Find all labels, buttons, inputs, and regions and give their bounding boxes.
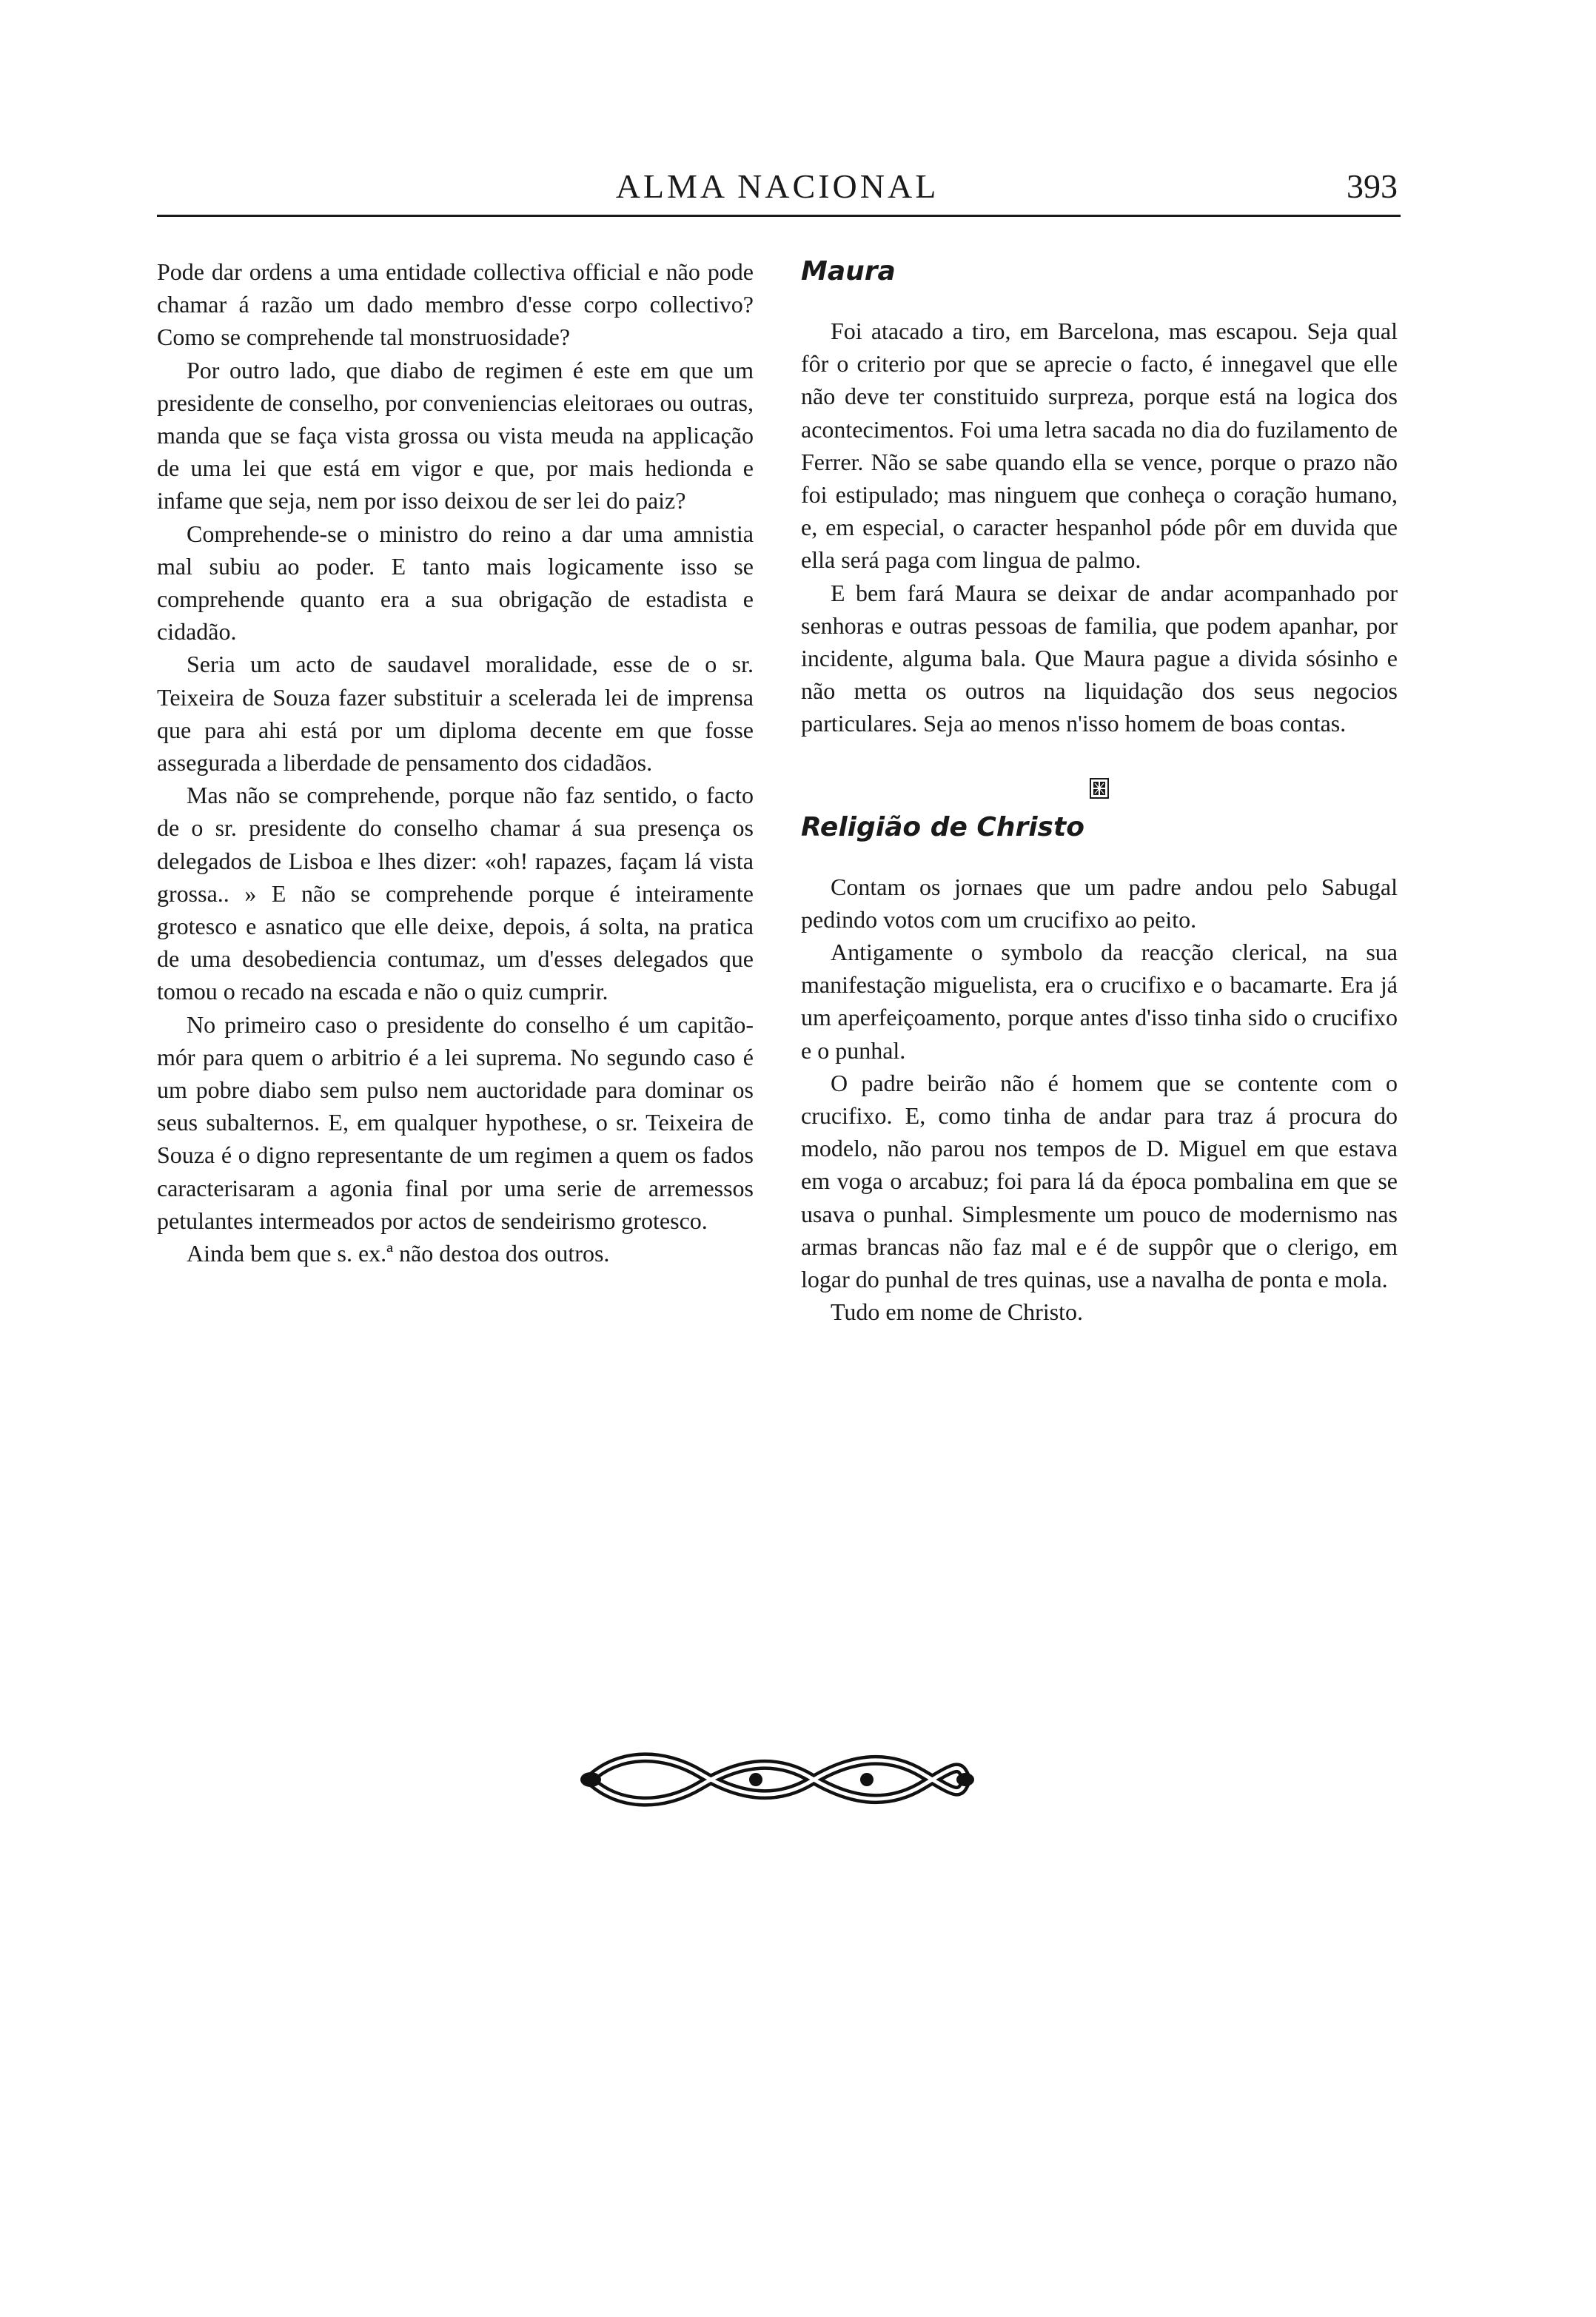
paragraph: Pode dar ordens a uma entidade collectiva official e não pode chamar á razão um dado membro d'esse corpo collectivo? Como se comprehende tal monstruosidade? bbox=[157, 258, 754, 351]
paragraph: Ainda bem que s. ex.ª não destoa dos outros. bbox=[187, 1240, 610, 1267]
page-number: 393 bbox=[1347, 167, 1398, 205]
paragraph: Contam os jornaes que um padre andou pelo Sabugal pedindo votos com um crucifixo ao peito. bbox=[801, 873, 1398, 933]
paragraph: Seria um acto de saudavel moralidade, esse de o sr. Teixeira de Souza fazer substituir a scelerada lei de imprensa que para ahi está por um diploma decente em que fosse assegurada a liberdade de pensamento dos cidadãos. bbox=[157, 651, 754, 777]
paragraph: Por outro lado, que diabo de regimen é este em que um presidente de conselho, por conveniencias eleitoraes ou outras, manda que se faça vista grossa ou vista meuda na applicação de uma lei que está em vigor e que, por mais hedionda e infame que seja, nem por isso deixou de ser lei do paiz? bbox=[157, 356, 754, 514]
paragraph: Antigamente o symbolo da reacção clerical, na sua manifestação miguelista, era o crucifixo e o bacamarte. Era já um aperfeiçoamento, porque antes d'isso tinha sido o crucifixo e o punhal. bbox=[801, 939, 1398, 1064]
paragraph: Mas não se comprehende, porque não faz sentido, o facto de o sr. presidente do conselho chamar á sua presença os delegados de Lisboa e lhes dizer: «oh! rapazes, façam lá vista grossa.. » E não se comprehende porque é inteiramente grotesco e asnatico que elle deixe, depois, á solta, na pratica de uma desobediencia contumaz, um d'esses delegados que tomou o recado na escada e não o quiz cumprir. bbox=[157, 782, 754, 1005]
paragraph: No primeiro caso o presidente do conselho é um capitão-mór para quem o arbitrio é a lei suprema. No segundo caso é um pobre diabo sem pulso nem auctoridade para dominar os seus subalternos. E, em qualquer hypothese, o sr. Teixeira de Souza é o digno representante de um regimen a quem os fados caracterisaram a agonia final por uma serie de arremessos petulantes intermeados por actos de sendeirismo grotesco. bbox=[157, 1010, 754, 1234]
paragraph: Foi atacado a tiro, em Barcelona, mas escapou. Seja qual fôr o criterio por que se aprecie o facto, é innegavel que elle não deve ter constituido surpreza, porque está na logica dos acontecimentos. Foi uma letra sacada no dia do fuzilamento de Ferrer. Não se sabe quando ella se vence, porque o prazo não foi estipulado; mas ninguem que conheça o coração humano, e, em especial, o caracter hespanhol póde pôr em duvida que ella será paga com lingua de palmo. bbox=[801, 318, 1398, 574]
paragraph: Tudo em nome de Christo. bbox=[831, 1298, 1084, 1326]
header-rule bbox=[157, 215, 1401, 217]
left-column bbox=[157, 255, 754, 1270]
paragraph: O padre beirão não é homem que se contente com o crucifixo. E, como tinha de andar para traz á procura do modelo, não parou nos tempos de D. Miguel em que estava em voga o arcabuz; foi para lá da época pombalina em que se usava o punhal. Simplesmente um pouco de modernismo nas armas brancas não faz mal e é de suppôr que o clerigo, em logar do punhal de tres quinas, use a navalha de ponta e mola. bbox=[801, 1069, 1398, 1293]
section-title-religiao: Religião de Christo bbox=[801, 811, 1084, 842]
section-title-maura: Maura bbox=[801, 256, 896, 286]
ornamental-square-icon bbox=[801, 774, 1398, 804]
running-header bbox=[157, 164, 1398, 216]
running-title: ALMA NACIONAL bbox=[615, 167, 939, 205]
paragraph: E bem fará Maura se deixar de andar acompanhado por senhoras e outras pessoas de familia, que podem apanhar, por incidente, alguma bala. Que Maura pague a divida sósinho e não metta os outros na liquidação dos seus negocios particulares. Seja ao menos n'isso homem de boas contas. bbox=[801, 579, 1398, 737]
interlaced-ribbon-ornament-icon bbox=[574, 1744, 976, 1815]
paragraph: Comprehende-se o ministro do reino a dar uma amnistia mal subiu ao poder. E tanto mais logicamente isso se comprehende quanto era a sua obrigação de estadista e cidadão. bbox=[157, 520, 754, 646]
right-column bbox=[801, 255, 1398, 1328]
